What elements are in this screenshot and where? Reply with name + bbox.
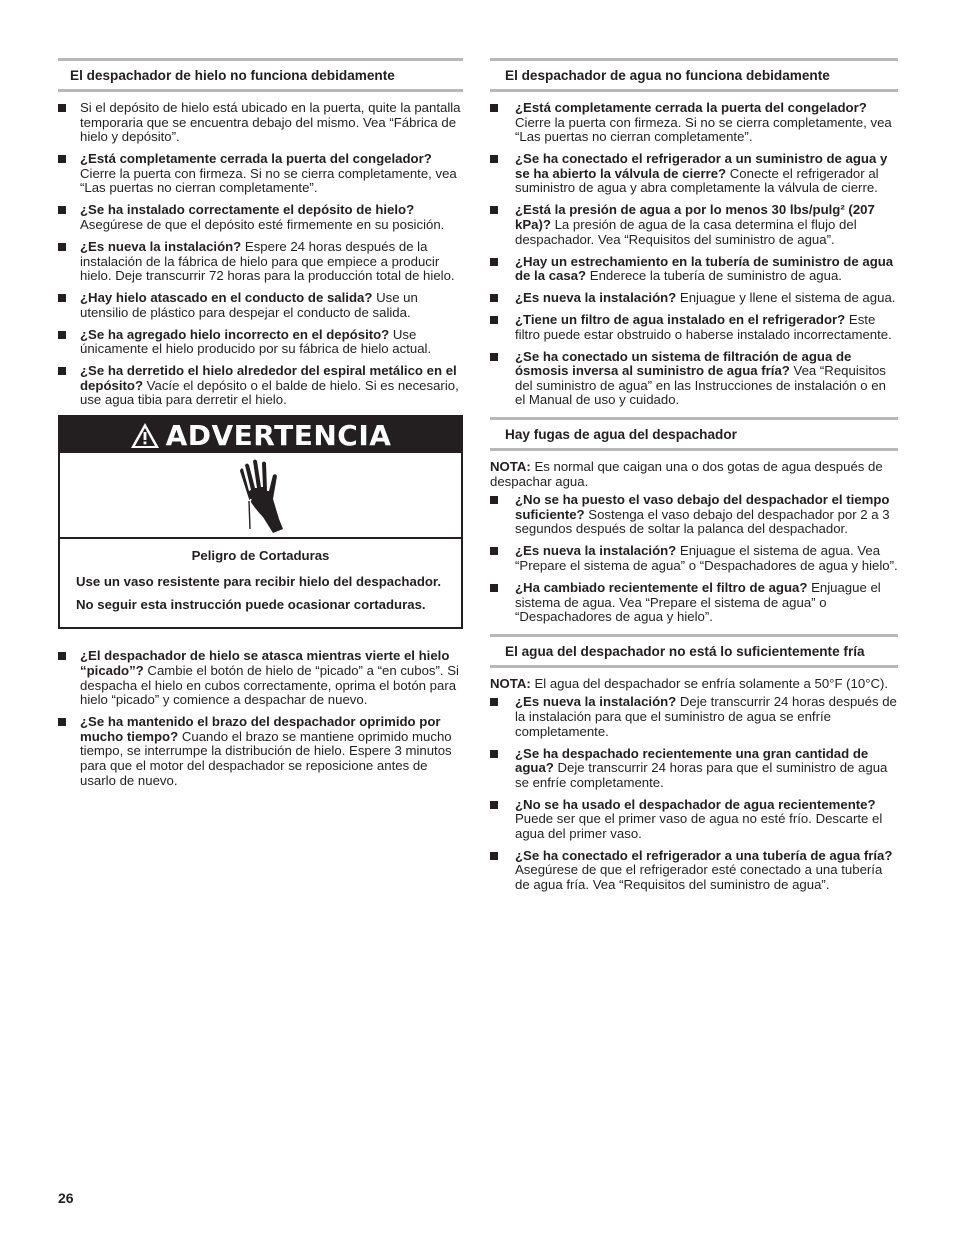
water-dispenser-heading: El despachador de agua no funciona debidamente: [490, 58, 898, 92]
item-text: Deje transcurrir 24 horas para que el suministro de agua se enfríe completamente.: [515, 760, 888, 790]
item-question: ¿Hay un estrechamiento en la tubería de suministro de agua de la casa?: [515, 253, 894, 284]
leak-note: [490, 460, 898, 489]
item-text: Enjuague el sistema de agua. Vea “Prepare el sistema de agua” o “Despachadores de agua y hielo”.: [515, 543, 898, 573]
item-question: ¿Se ha derretido el hielo alrededor del espiral metálico en el depósito?: [80, 363, 457, 393]
list-item: [58, 364, 463, 408]
cold-water-list: [490, 695, 898, 892]
item-text: Deje transcurrir 24 horas después de la instalación para que el suministro de agua se enfríe completamente.: [515, 694, 897, 739]
list-item: [490, 291, 898, 306]
cold-note-text: El agua del despachador se enfría solamente a 50°F (10°C).: [530, 675, 889, 691]
leak-note-label: NOTA:: [490, 459, 531, 475]
item-question: ¿Está completamente cerrada la puerta del congelador?: [80, 151, 432, 167]
cut-hand-icon: [229, 457, 293, 533]
item-question: ¿Se ha despachado recientemente una gran cantidad de agua?: [515, 745, 869, 776]
bullet-square-icon: [490, 496, 498, 504]
item-text: Use únicamente el hielo producido por su fábrica de hielo actual.: [80, 326, 432, 357]
bullet-square-icon: [58, 104, 66, 112]
cold-water-heading: El agua del despachador no está lo suficientemente fría: [490, 634, 898, 668]
bullet-square-icon: [490, 294, 498, 302]
warning-body: [60, 539, 461, 627]
ice-dispenser-list-continued: [58, 649, 463, 788]
list-item: [58, 152, 463, 196]
item-question: ¿Hay hielo atascado en el conducto de salida?: [80, 290, 373, 306]
bullet-square-icon: [490, 258, 498, 266]
item-text: Vea “Requisitos del suministro de agua” en las Instrucciones de instalación o en el Manual de uso y cuidado.: [515, 363, 886, 408]
water-dispenser-list: [490, 101, 898, 408]
item-question: ¿Es nueva la instalación?: [515, 694, 677, 710]
list-item: [490, 350, 898, 408]
cold-note: [490, 677, 898, 692]
list-item: [490, 255, 898, 284]
ice-dispenser-list: [58, 101, 463, 408]
item-text: Cambie el botón de hielo de “picado” a “en cubos”. Si despacha el hielo en cubos correctamente, oprima el botón para hielo “picado” y comience a despachar de nuevo.: [80, 663, 459, 708]
leak-list: [490, 493, 898, 625]
bullet-square-icon: [58, 367, 66, 375]
item-text: Vacíe el depósito o el balde de hielo. Si es necesario, use agua tibia para derretir el hielo.: [80, 377, 459, 408]
list-item: [490, 849, 898, 893]
bullet-square-icon: [490, 750, 498, 758]
item-text: Asegúrese de que el refrigerador esté conectado a una tubería de agua fría. Vea “Requisitos del suministro de agua”.: [515, 862, 883, 893]
item-text: Puede ser que el primer vaso de agua no esté frío. Descarte el agua del primer vaso.: [515, 811, 883, 841]
item-text: Espere 24 horas después de la instalación de la fábrica de hielo para que empiece a producir hielo. Deje transcurrir 72 horas para la producción total de hielo.: [80, 238, 455, 284]
item-question: ¿No se ha puesto el vaso debajo del despachador el tiempo suficiente?: [515, 492, 890, 522]
item-question: ¿No se ha usado el despachador de agua recientemente?: [515, 796, 876, 812]
bullet-square-icon: [58, 718, 66, 726]
item-text: Enjuague el sistema de agua. Vea “Prepare el sistema de agua” o “Despachadores de agua y hielo”.: [515, 579, 881, 625]
bullet-square-icon: [490, 316, 498, 324]
list-item: [58, 328, 463, 357]
item-text: Si el depósito de hielo está ubicado en la puerta, quite la pantalla temporaria que se encuentra debajo del mismo. Vea “Fábrica de hielo y depósito”.: [80, 100, 461, 145]
list-item: [490, 747, 898, 791]
item-text: Cierre la puerta con firmeza. Si no se cierra completamente, vea “Las puertas no cierran completamente”.: [80, 165, 457, 196]
cold-note-label: NOTA:: [490, 675, 531, 691]
left-column: [58, 58, 463, 796]
ice-dispenser-heading: El despachador de hielo no funciona debidamente: [58, 58, 463, 92]
item-text: La presión de agua de la casa determina el flujo del despachador. Vea “Requisitos del suministro de agua”.: [515, 216, 857, 247]
bullet-square-icon: [490, 104, 498, 112]
item-text: Cuando el brazo se mantiene oprimido mucho tiempo, se interrumpe la distribución de hielo. Espere 3 minutos para que el motor del despachador se reposicione antes de usarlo de nuevo.: [80, 728, 452, 788]
page-number: 26: [58, 1190, 74, 1206]
warning-triangle-icon: [130, 422, 160, 449]
list-item: [58, 203, 463, 232]
item-question: ¿Se ha mantenido el brazo del despachador oprimido por mucho tiempo?: [80, 714, 441, 744]
warning-header: [60, 417, 461, 453]
list-item: [490, 798, 898, 842]
list-item: [58, 101, 463, 145]
item-question: ¿Se ha conectado un sistema de filtración de agua de ósmosis inversa al suministro de agua fría?: [515, 348, 852, 379]
item-text: Cierre la puerta con firmeza. Si no se cierra completamente, vea “Las puertas no cierran completamente”.: [515, 114, 892, 145]
bullet-square-icon: [490, 547, 498, 555]
list-item: [58, 649, 463, 707]
warning-consequence: No seguir esta instrucción puede ocasionar cortaduras.: [76, 597, 426, 613]
item-text: Enjuague y llene el sistema de agua.: [676, 290, 896, 306]
list-item: [490, 544, 898, 573]
list-item: [58, 291, 463, 320]
bullet-square-icon: [490, 698, 498, 706]
list-item: [490, 152, 898, 196]
list-item: [490, 101, 898, 145]
leak-heading: Hay fugas de agua del despachador: [490, 417, 898, 451]
bullet-square-icon: [490, 155, 498, 163]
item-question: ¿Se ha conectado el refrigerador a una tubería de agua fría?: [515, 847, 893, 863]
list-item: [490, 581, 898, 625]
bullet-square-icon: [490, 584, 498, 592]
item-question: ¿Está la presión de agua a por lo menos 30 lbs/pulg² (207 kPa)?: [515, 202, 875, 232]
list-item: [58, 240, 463, 284]
list-item: [490, 695, 898, 739]
item-question: ¿Es nueva la instalación?: [80, 238, 242, 254]
item-question: ¿Se ha conectado el refrigerador a un suministro de agua y se ha abierto la válvula de cierre?: [515, 151, 888, 181]
bullet-square-icon: [58, 206, 66, 214]
bullet-square-icon: [58, 652, 66, 660]
item-question: ¿Se ha agregado hielo incorrecto en el depósito?: [80, 326, 390, 342]
item-text: Sostenga el vaso debajo del despachador por 2 a 3 segundos después de soltar la palanca del despachador.: [515, 506, 890, 537]
bullet-square-icon: [490, 852, 498, 860]
warning-title: ADVERTENCIA: [165, 418, 392, 452]
item-question: ¿Tiene un filtro de agua instalado en el refrigerador?: [515, 312, 846, 328]
list-item: [490, 313, 898, 342]
warning-box: [58, 415, 463, 629]
bullet-square-icon: [58, 243, 66, 251]
bullet-square-icon: [58, 294, 66, 302]
list-item: [490, 203, 898, 247]
item-question: ¿Se ha instalado correctamente el depósito de hielo?: [80, 202, 415, 218]
warning-subtitle: Peligro de Cortaduras: [191, 548, 330, 564]
warning-pictogram: [60, 453, 461, 539]
list-item: [58, 715, 463, 788]
bullet-square-icon: [58, 155, 66, 163]
item-text: Enderece la tubería de suministro de agua.: [586, 268, 842, 284]
bullet-square-icon: [58, 331, 66, 339]
item-question: ¿Está completamente cerrada la puerta del congelador?: [515, 100, 867, 115]
leak-note-text: Es normal que caigan una o dos gotas de agua después de despachar agua.: [490, 459, 883, 489]
right-column: [490, 58, 898, 900]
item-question: ¿Ha cambiado recientemente el filtro de agua?: [515, 579, 808, 595]
bullet-square-icon: [490, 353, 498, 361]
item-question: ¿El despachador de hielo se atasca mientras vierte el hielo “picado”?: [80, 648, 450, 679]
list-item: [490, 493, 898, 537]
item-text: Conecte el refrigerador al suministro de agua y abra completamente la válvula de cierre.: [515, 165, 879, 196]
item-text: Este filtro puede estar obstruido o haberse instalado incorrectamente.: [515, 312, 892, 342]
item-question: ¿Es nueva la instalación?: [515, 543, 677, 559]
bullet-square-icon: [490, 206, 498, 214]
item-text: Asegúrese de que el depósito esté firmemente en su posición.: [80, 216, 445, 232]
item-text: Use un utensilio de plástico para despejar el conducto de salida.: [80, 290, 418, 320]
item-question: ¿Es nueva la instalación?: [515, 290, 677, 306]
warning-instruction: Use un vaso resistente para recibir hielo del despachador.: [76, 574, 441, 590]
bullet-square-icon: [490, 801, 498, 809]
